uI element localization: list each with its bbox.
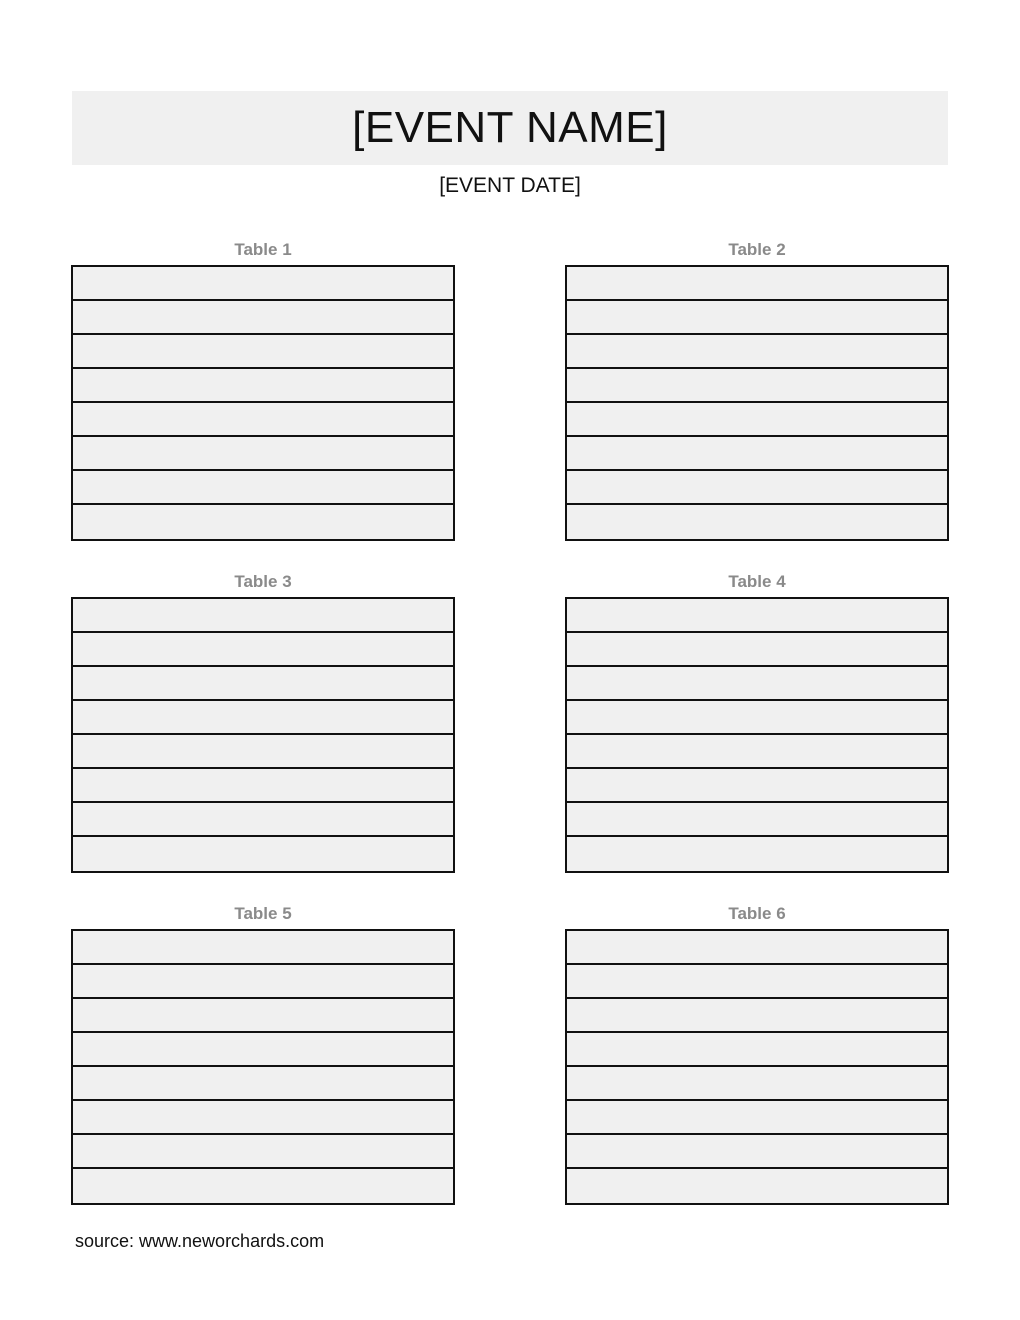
table-label: Table 2: [728, 240, 786, 259]
event-name: [EVENT NAME]: [352, 103, 668, 152]
seat-row[interactable]: [567, 369, 947, 403]
seat-rows: [71, 929, 455, 1205]
seat-row[interactable]: [73, 369, 453, 403]
table-label: Table 6: [728, 904, 786, 923]
seat-table-2: [565, 235, 949, 541]
seat-table-6: [565, 899, 949, 1205]
seat-row[interactable]: [567, 931, 947, 965]
table-label: Table 4: [728, 572, 786, 591]
seat-row[interactable]: [567, 803, 947, 837]
seat-row[interactable]: [567, 701, 947, 735]
seat-rows: [71, 265, 455, 541]
seat-table-4: [565, 567, 949, 873]
seat-row[interactable]: [567, 999, 947, 1033]
seat-row[interactable]: [567, 301, 947, 335]
seat-row[interactable]: [73, 1067, 453, 1101]
seat-row[interactable]: [73, 437, 453, 471]
seat-row[interactable]: [73, 837, 453, 871]
seat-row[interactable]: [567, 505, 947, 539]
seat-row[interactable]: [567, 1135, 947, 1169]
seat-row[interactable]: [567, 769, 947, 803]
seat-row[interactable]: [567, 335, 947, 369]
seat-row[interactable]: [567, 403, 947, 437]
seat-row[interactable]: [567, 633, 947, 667]
seat-row[interactable]: [73, 1169, 453, 1203]
source-credit: source: www.neworchards.com: [75, 1231, 325, 1251]
seat-row[interactable]: [73, 965, 453, 999]
table-label: Table 3: [234, 572, 292, 591]
seat-rows: [565, 265, 949, 541]
seat-row[interactable]: [567, 1169, 947, 1203]
seat-row[interactable]: [73, 335, 453, 369]
seat-row[interactable]: [567, 471, 947, 505]
seat-row[interactable]: [73, 769, 453, 803]
seat-row[interactable]: [73, 1033, 453, 1067]
seat-row[interactable]: [73, 1101, 453, 1135]
seat-row[interactable]: [73, 803, 453, 837]
seat-table-3: [71, 567, 455, 873]
seat-row[interactable]: [567, 267, 947, 301]
seat-row[interactable]: [567, 837, 947, 871]
title-banner: [72, 91, 948, 165]
seat-row[interactable]: [73, 999, 453, 1033]
seat-row[interactable]: [73, 667, 453, 701]
seat-row[interactable]: [567, 667, 947, 701]
seat-row[interactable]: [73, 735, 453, 769]
table-label: Table 1: [234, 240, 292, 259]
seat-row[interactable]: [73, 701, 453, 735]
seat-row[interactable]: [567, 599, 947, 633]
event-date: [EVENT DATE]: [439, 174, 581, 197]
seat-row[interactable]: [73, 301, 453, 335]
seat-row[interactable]: [567, 965, 947, 999]
seat-row[interactable]: [567, 1033, 947, 1067]
seat-row[interactable]: [73, 505, 453, 539]
seat-rows: [565, 929, 949, 1205]
seat-row[interactable]: [73, 1135, 453, 1169]
seat-row[interactable]: [567, 1067, 947, 1101]
seat-table-1: [71, 235, 455, 541]
seat-row[interactable]: [73, 599, 453, 633]
seat-table-5: [71, 899, 455, 1205]
seat-row[interactable]: [73, 931, 453, 965]
seat-row[interactable]: [567, 735, 947, 769]
seat-row[interactable]: [73, 471, 453, 505]
seat-rows: [71, 597, 455, 873]
seat-row[interactable]: [567, 437, 947, 471]
seat-row[interactable]: [73, 633, 453, 667]
seat-row[interactable]: [567, 1101, 947, 1135]
seat-rows: [565, 597, 949, 873]
table-label: Table 5: [234, 904, 292, 923]
seat-row[interactable]: [73, 403, 453, 437]
seat-row[interactable]: [73, 267, 453, 301]
